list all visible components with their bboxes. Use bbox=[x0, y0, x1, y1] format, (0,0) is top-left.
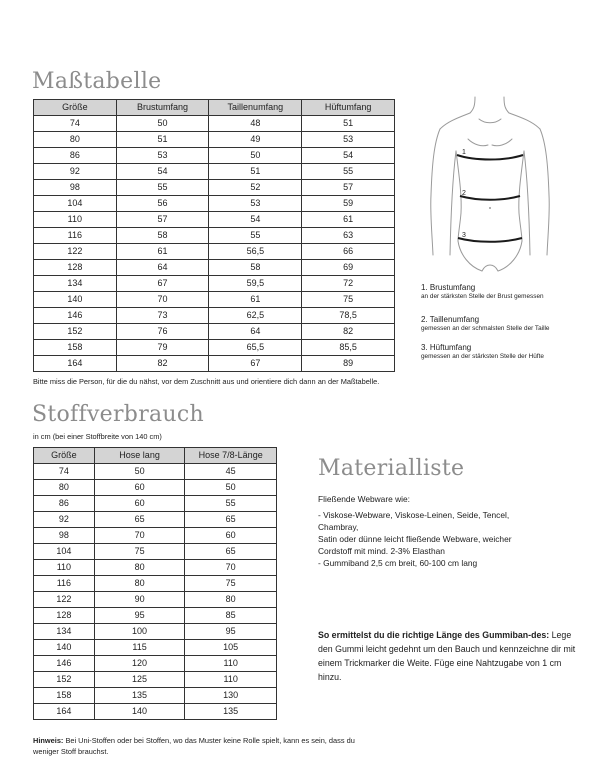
fabric-hint-text: Bei Uni-Stoffen oder bei Stoffen, wo das Muster keine Rolle spielt, kann es sein, dass du weniger Stoff brauchst. bbox=[33, 736, 355, 756]
elastic-length-instructions bbox=[318, 628, 580, 684]
figure-neck-left bbox=[470, 97, 475, 113]
table-cell: 50 bbox=[94, 464, 185, 480]
figure-leg-right bbox=[498, 241, 522, 271]
table-cell: 74 bbox=[34, 464, 95, 480]
table-cell: 158 bbox=[34, 340, 117, 356]
table-cell: 51 bbox=[302, 116, 395, 132]
table-cell: 98 bbox=[34, 528, 95, 544]
legend-waist-description: gemessen an der schmalsten Stelle der Taille bbox=[421, 325, 550, 332]
table-cell: 60 bbox=[94, 496, 185, 512]
legend-waist bbox=[421, 315, 549, 332]
table-cell: 140 bbox=[34, 292, 117, 308]
table-cell: 76 bbox=[116, 324, 209, 340]
column-header: Hüftumfang bbox=[302, 100, 395, 116]
figure-leg-left bbox=[458, 241, 482, 271]
legend-waist-label: 2. Taillenumfang bbox=[421, 315, 480, 324]
table-cell: 62,5 bbox=[209, 308, 302, 324]
table-cell: 122 bbox=[34, 592, 95, 608]
table-cell: 120 bbox=[94, 656, 185, 672]
table-header-row bbox=[34, 100, 395, 116]
material-line: - Gummiband 2,5 cm breit, 60-100 cm lang bbox=[318, 558, 478, 568]
table-cell: 64 bbox=[209, 324, 302, 340]
table-cell: 110 bbox=[185, 672, 277, 688]
waist-marker: 2 bbox=[462, 190, 466, 197]
table-cell: 134 bbox=[34, 624, 95, 640]
table-cell: 122 bbox=[34, 244, 117, 260]
table-row bbox=[34, 276, 395, 292]
table-row bbox=[34, 464, 277, 480]
table-cell: 49 bbox=[209, 132, 302, 148]
chest-marker: 1 bbox=[462, 149, 466, 156]
table-row bbox=[34, 544, 277, 560]
table-cell: 56,5 bbox=[209, 244, 302, 260]
elastic-instructions-body: Lege den Gummi leicht gedehnt um den Bauch und kennzeichne dir mit einem Trickmarker die Weite. Füge eine Nahtzugabe von 1 cm hinzu. bbox=[318, 630, 576, 682]
table-cell: 134 bbox=[34, 276, 117, 292]
table-cell: 116 bbox=[34, 228, 117, 244]
table-cell: 80 bbox=[185, 592, 277, 608]
legend-hip-label: 3. Hüftumfang bbox=[421, 343, 472, 352]
table-cell: 61 bbox=[209, 292, 302, 308]
table-cell: 82 bbox=[302, 324, 395, 340]
table-cell: 53 bbox=[302, 132, 395, 148]
table-cell: 146 bbox=[34, 308, 117, 324]
table-cell: 73 bbox=[116, 308, 209, 324]
table-cell: 53 bbox=[209, 196, 302, 212]
table-cell: 69 bbox=[302, 260, 395, 276]
size-chart-note: Bitte miss die Person, für die du nähst, vor dem Zuschnitt aus und orientiere dich dann an der Maßtabelle. bbox=[33, 377, 380, 386]
material-line: Satin oder dünne leicht fließende Webware, weicher bbox=[318, 534, 512, 544]
table-row bbox=[34, 624, 277, 640]
table-cell: 65 bbox=[94, 512, 185, 528]
table-cell: 72 bbox=[302, 276, 395, 292]
table-cell: 65 bbox=[185, 544, 277, 560]
table-cell: 64 bbox=[116, 260, 209, 276]
table-cell: 92 bbox=[34, 512, 95, 528]
table-cell: 140 bbox=[34, 640, 95, 656]
table-cell: 85 bbox=[185, 608, 277, 624]
table-row bbox=[34, 180, 395, 196]
column-header: Größe bbox=[34, 448, 95, 464]
figure-collar bbox=[479, 119, 501, 123]
table-cell: 78,5 bbox=[302, 308, 395, 324]
figure-arm-right-inner bbox=[524, 151, 530, 255]
table-cell: 67 bbox=[116, 276, 209, 292]
figure-chest-right bbox=[492, 139, 512, 146]
column-header: Größe bbox=[34, 100, 117, 116]
table-cell: 74 bbox=[34, 116, 117, 132]
table-cell: 51 bbox=[209, 164, 302, 180]
table-cell: 48 bbox=[209, 116, 302, 132]
table-cell: 61 bbox=[116, 244, 209, 260]
table-cell: 50 bbox=[185, 480, 277, 496]
table-cell: 110 bbox=[34, 560, 95, 576]
table-cell: 54 bbox=[302, 148, 395, 164]
table-cell: 52 bbox=[209, 180, 302, 196]
table-cell: 116 bbox=[34, 576, 95, 592]
table-cell: 55 bbox=[185, 496, 277, 512]
hip-marker: 3 bbox=[462, 232, 466, 239]
size-chart-title: Maßtabelle bbox=[32, 69, 162, 94]
table-cell: 95 bbox=[94, 608, 185, 624]
table-cell: 104 bbox=[34, 196, 117, 212]
table-cell: 70 bbox=[94, 528, 185, 544]
table-cell: 135 bbox=[185, 704, 277, 720]
table-cell: 125 bbox=[94, 672, 185, 688]
table-cell: 59,5 bbox=[209, 276, 302, 292]
table-cell: 63 bbox=[302, 228, 395, 244]
column-header: Taillenumfang bbox=[209, 100, 302, 116]
table-cell: 128 bbox=[34, 260, 117, 276]
table-row bbox=[34, 480, 277, 496]
table-cell: 110 bbox=[185, 656, 277, 672]
legend-chest-label: 1. Brustumfang bbox=[421, 283, 476, 292]
table-row bbox=[34, 292, 395, 308]
table-cell: 95 bbox=[185, 624, 277, 640]
figure-arm-left-outer bbox=[431, 129, 440, 255]
table-cell: 57 bbox=[302, 180, 395, 196]
table-cell: 54 bbox=[116, 164, 209, 180]
table-cell: 58 bbox=[116, 228, 209, 244]
elastic-instructions-heading: So ermittelst du die richtige Länge des Gummiban-des: bbox=[318, 630, 550, 640]
table-cell: 164 bbox=[34, 356, 117, 372]
figure-arm-left-inner bbox=[450, 151, 456, 255]
material-line: Cordstoff mit mind. 2-3% Elasthan bbox=[318, 546, 445, 556]
table-cell: 152 bbox=[34, 672, 95, 688]
table-row bbox=[34, 640, 277, 656]
table-cell: 90 bbox=[94, 592, 185, 608]
table-cell: 86 bbox=[34, 496, 95, 512]
figure-chest-left bbox=[468, 139, 488, 146]
table-cell: 100 bbox=[94, 624, 185, 640]
figure-shoulder-right bbox=[509, 113, 540, 129]
body-measurement-figure bbox=[420, 95, 560, 273]
table-cell: 158 bbox=[34, 688, 95, 704]
column-header: Brustumfang bbox=[116, 100, 209, 116]
table-cell: 140 bbox=[94, 704, 185, 720]
fabric-usage-table bbox=[33, 447, 277, 720]
table-header-row bbox=[34, 448, 277, 464]
table-cell: 146 bbox=[34, 656, 95, 672]
chest-measure-line bbox=[457, 155, 523, 160]
table-cell: 130 bbox=[185, 688, 277, 704]
table-row bbox=[34, 672, 277, 688]
table-cell: 92 bbox=[34, 164, 117, 180]
table-cell: 80 bbox=[94, 560, 185, 576]
table-cell: 65,5 bbox=[209, 340, 302, 356]
table-row bbox=[34, 656, 277, 672]
table-cell: 152 bbox=[34, 324, 117, 340]
table-row bbox=[34, 576, 277, 592]
table-row bbox=[34, 228, 395, 244]
table-cell: 104 bbox=[34, 544, 95, 560]
table-cell: 50 bbox=[209, 148, 302, 164]
table-row bbox=[34, 308, 395, 324]
table-cell: 89 bbox=[302, 356, 395, 372]
table-row bbox=[34, 196, 395, 212]
table-row bbox=[34, 164, 395, 180]
table-row bbox=[34, 340, 395, 356]
table-row bbox=[34, 356, 395, 372]
table-row bbox=[34, 560, 277, 576]
material-list-title: Materialliste bbox=[318, 456, 465, 481]
table-cell: 79 bbox=[116, 340, 209, 356]
table-cell: 59 bbox=[302, 196, 395, 212]
table-cell: 105 bbox=[185, 640, 277, 656]
table-cell: 61 bbox=[302, 212, 395, 228]
material-line: Chambray, bbox=[318, 522, 359, 532]
legend-chest-description: an der stärksten Stelle der Brust gemessen bbox=[421, 293, 544, 300]
figure-arm-right-outer bbox=[540, 129, 549, 255]
table-row bbox=[34, 608, 277, 624]
table-cell: 60 bbox=[94, 480, 185, 496]
column-header: Hose 7/8-Länge bbox=[185, 448, 277, 464]
table-cell: 51 bbox=[116, 132, 209, 148]
table-cell: 58 bbox=[209, 260, 302, 276]
material-line: - Viskose-Webware, Viskose-Leinen, Seide, Tencel, bbox=[318, 510, 510, 520]
table-cell: 164 bbox=[34, 704, 95, 720]
table-cell: 67 bbox=[209, 356, 302, 372]
table-row bbox=[34, 260, 395, 276]
table-cell: 70 bbox=[185, 560, 277, 576]
legend-hip bbox=[421, 343, 544, 360]
column-header: Hose lang bbox=[94, 448, 185, 464]
table-row bbox=[34, 212, 395, 228]
fabric-usage-subtitle: in cm (bei einer Stoffbreite von 140 cm) bbox=[33, 432, 162, 441]
table-cell: 70 bbox=[116, 292, 209, 308]
table-cell: 85,5 bbox=[302, 340, 395, 356]
table-cell: 54 bbox=[209, 212, 302, 228]
size-chart-table bbox=[33, 99, 395, 372]
table-cell: 60 bbox=[185, 528, 277, 544]
table-row bbox=[34, 148, 395, 164]
waist-measure-line bbox=[460, 196, 520, 200]
figure-neck-right bbox=[504, 97, 509, 113]
table-cell: 75 bbox=[185, 576, 277, 592]
material-intro: Fließende Webware wie: bbox=[318, 494, 411, 504]
table-row bbox=[34, 528, 277, 544]
table-cell: 110 bbox=[34, 212, 117, 228]
table-row bbox=[34, 512, 277, 528]
table-cell: 128 bbox=[34, 608, 95, 624]
table-cell: 98 bbox=[34, 180, 117, 196]
table-cell: 135 bbox=[94, 688, 185, 704]
table-row bbox=[34, 688, 277, 704]
table-cell: 115 bbox=[94, 640, 185, 656]
table-cell: 80 bbox=[94, 576, 185, 592]
table-cell: 86 bbox=[34, 148, 117, 164]
table-row bbox=[34, 324, 395, 340]
figure-shoulder-left bbox=[440, 113, 470, 129]
table-cell: 80 bbox=[34, 132, 117, 148]
table-row bbox=[34, 592, 277, 608]
table-cell: 55 bbox=[302, 164, 395, 180]
legend-chest bbox=[421, 283, 544, 300]
table-cell: 65 bbox=[185, 512, 277, 528]
fabric-hint bbox=[33, 735, 378, 757]
table-row bbox=[34, 704, 277, 720]
table-cell: 57 bbox=[116, 212, 209, 228]
table-cell: 55 bbox=[116, 180, 209, 196]
table-cell: 55 bbox=[209, 228, 302, 244]
fabric-usage-title: Stoffverbrauch bbox=[32, 402, 204, 427]
table-row bbox=[34, 116, 395, 132]
table-cell: 75 bbox=[94, 544, 185, 560]
table-cell: 50 bbox=[116, 116, 209, 132]
table-cell: 80 bbox=[34, 480, 95, 496]
table-cell: 56 bbox=[116, 196, 209, 212]
table-cell: 82 bbox=[116, 356, 209, 372]
table-cell: 53 bbox=[116, 148, 209, 164]
table-row bbox=[34, 244, 395, 260]
table-row bbox=[34, 496, 277, 512]
table-cell: 45 bbox=[185, 464, 277, 480]
legend-hip-description: gemessen an der stärksten Stelle der Hüfte bbox=[421, 353, 544, 360]
hip-measure-line bbox=[458, 238, 522, 242]
table-row bbox=[34, 132, 395, 148]
figure-crotch bbox=[482, 265, 498, 271]
material-list bbox=[318, 493, 578, 569]
figure-navel bbox=[489, 207, 491, 209]
table-cell: 66 bbox=[302, 244, 395, 260]
fabric-hint-label: Hinweis: bbox=[33, 736, 64, 745]
table-cell: 75 bbox=[302, 292, 395, 308]
